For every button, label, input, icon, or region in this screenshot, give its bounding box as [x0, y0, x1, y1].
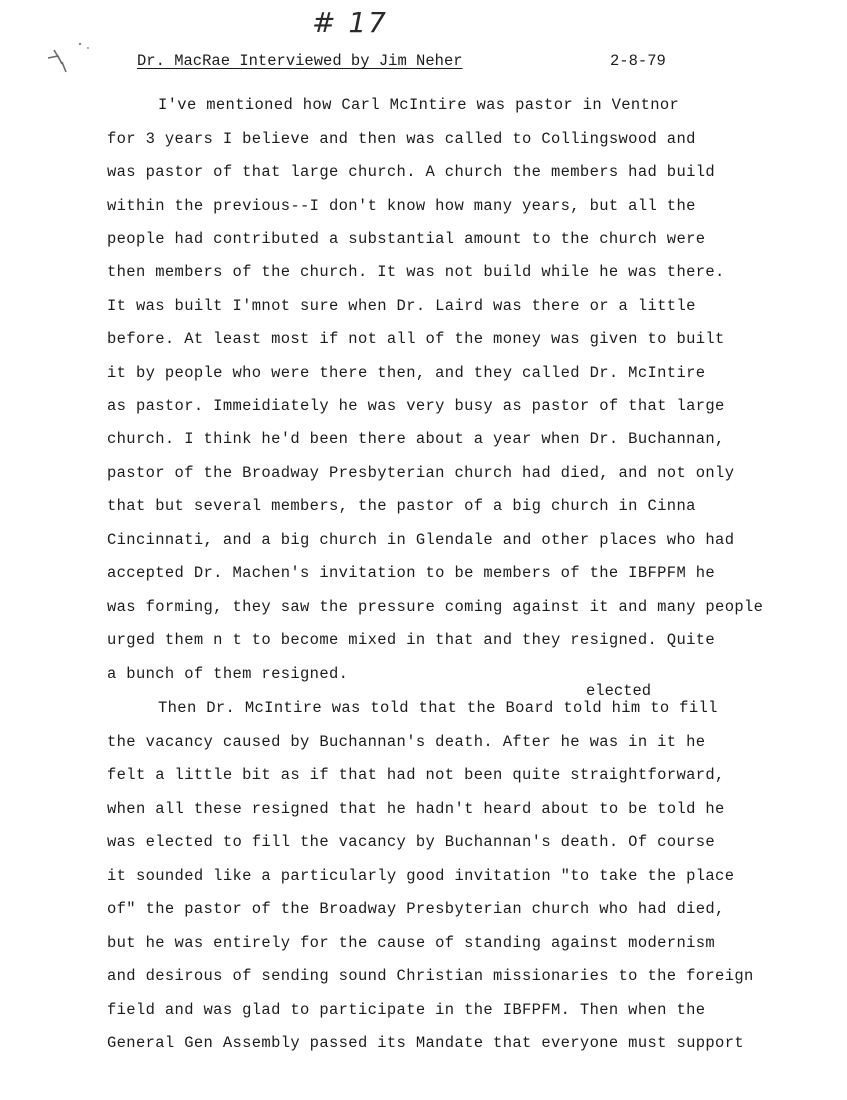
text-line: it sounded like a particularly good invitation "to take the place [107, 867, 735, 885]
text-line: for 3 years I believe and then was called to Collingswood and [107, 130, 696, 148]
text-line: before. At least most if not all of the money was given to built [107, 330, 725, 348]
text-line: Cincinnati, and a big church in Glendale and other places who had [107, 531, 735, 549]
text-line: people had contributed a substantial amount to the church were [107, 230, 706, 248]
text-line: pastor of the Broadway Presbyterian church had died, and not only [107, 464, 735, 482]
text-line: that but several members, the pastor of a big church in Cinna [107, 497, 696, 515]
text-line: it by people who were there then, and they called Dr. McIntire [107, 364, 706, 382]
text-line: Then Dr. McIntire was told that the Board told him to fill [158, 699, 718, 717]
header-title: Dr. MacRae Interviewed by Jim Neher [137, 52, 463, 70]
text-line: the vacancy caused by Buchannan's death. After he was in it he [107, 733, 706, 751]
handwritten-insertion: elected [586, 682, 652, 700]
text-line: It was built I'mnot sure when Dr. Laird was there or a little [107, 297, 696, 315]
text-line: field and was glad to participate in the IBFPFM. Then when the [107, 1001, 706, 1019]
text-line: a bunch of them resigned. [107, 665, 349, 683]
text-line: and desirous of sending sound Christian missionaries to the foreign [107, 967, 754, 985]
text-line: was pastor of that large church. A church the members had build [107, 163, 716, 181]
text-line: was elected to fill the vacancy by Buchannan's death. Of course [107, 833, 716, 851]
text-line: urged them n t to become mixed in that and they resigned. Quite [107, 631, 716, 649]
text-line: of" the pastor of the Broadway Presbyterian church who had died, [107, 900, 725, 918]
text-line: as pastor. Immeidiately he was very busy as pastor of that large [107, 397, 725, 415]
ink-smudge-mark [40, 36, 100, 86]
handwritten-page-number: # 17 [312, 6, 388, 39]
text-line: then members of the church. It was not build while he was there. [107, 263, 725, 281]
text-line: but he was entirely for the cause of standing against modernism [107, 934, 716, 952]
text-line: accepted Dr. Machen's invitation to be members of the IBFPFM he [107, 564, 716, 582]
text-line: within the previous--I don't know how many years, but all the [107, 197, 696, 215]
text-line: when all these resigned that he hadn't heard about to be told he [107, 800, 725, 818]
text-line: felt a little bit as if that had not been quite straightforward, [107, 766, 725, 784]
header-date: 2-8-79 [610, 52, 666, 70]
text-line: I've mentioned how Carl McIntire was pastor in Ventnor [158, 96, 680, 114]
text-line: General Gen Assembly passed its Mandate that everyone must support [107, 1034, 744, 1052]
text-line: was forming, they saw the pressure coming against it and many people [107, 598, 764, 616]
text-line: church. I think he'd been there about a year when Dr. Buchannan, [107, 430, 725, 448]
